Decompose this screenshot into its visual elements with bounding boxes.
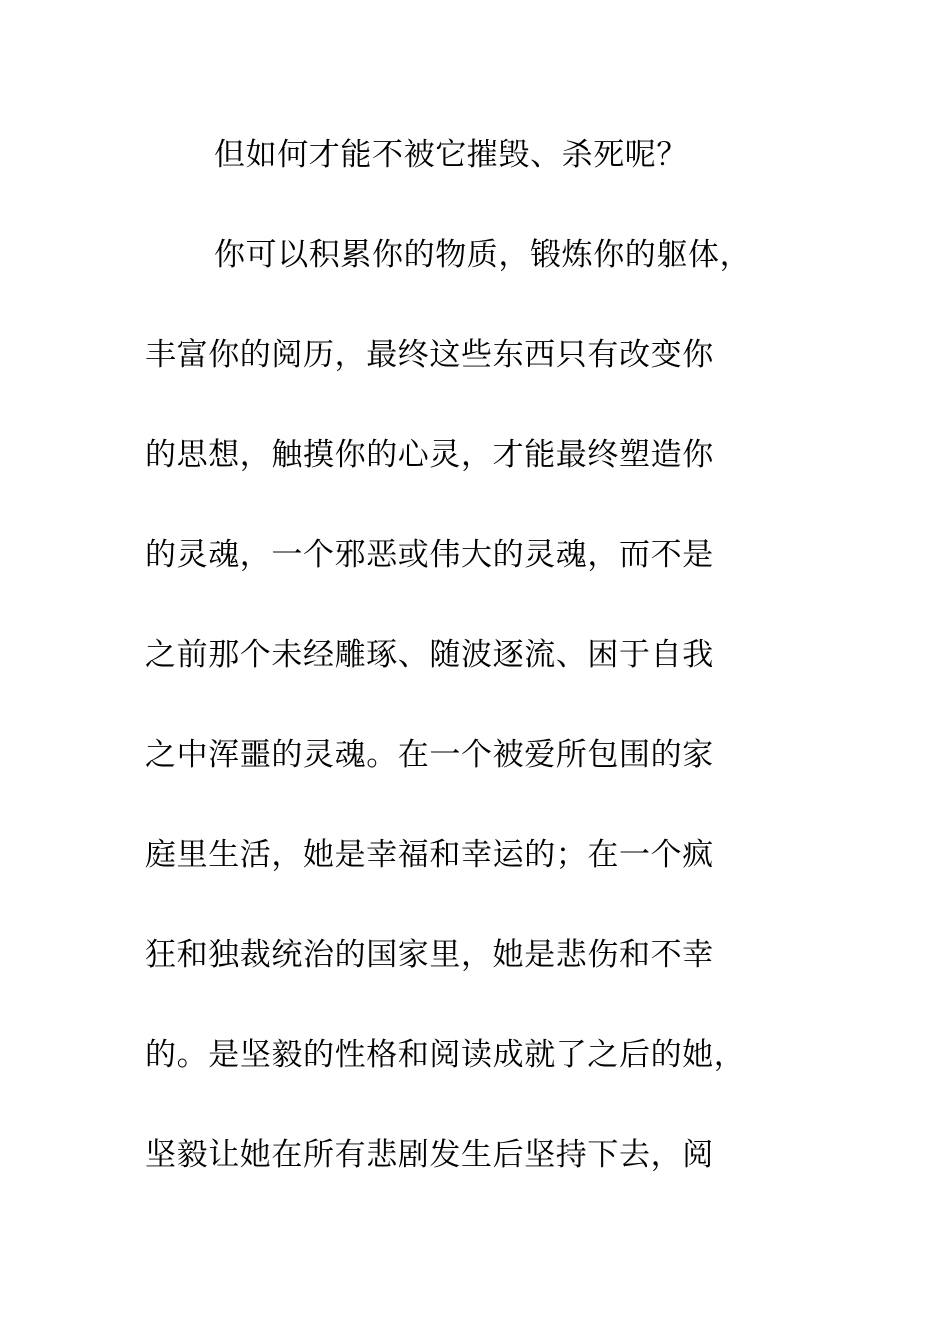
paragraph-line-5: 的灵魂，一个邪恶或伟大的灵魂，而不是 xyxy=(145,537,714,573)
paragraph-line-8: 庭里生活，她是幸福和幸运的；在一个疯 xyxy=(145,837,714,873)
paragraph-line-7: 之中浑噩的灵魂。在一个被爱所包围的家 xyxy=(145,737,714,773)
paragraph-line-9: 狂和独裁统治的国家里，她是悲伤和不幸 xyxy=(145,937,714,973)
paragraph-line-6: 之前那个未经雕琢、随波逐流、困于自我 xyxy=(145,637,714,673)
paragraph-line-10: 的。是坚毅的性格和阅读成就了之后的她， xyxy=(145,1037,746,1073)
paragraph-line-1: 但如何才能不被它摧毁、杀死呢？ xyxy=(214,137,688,173)
paragraph-line-4: 的思想，触摸你的心灵，才能最终塑造你 xyxy=(145,437,714,473)
paragraph-line-2: 你可以积累你的物质，锻炼你的躯体， xyxy=(214,237,752,273)
paragraph-line-11: 坚毅让她在所有悲剧发生后坚持下去，阅 xyxy=(145,1137,714,1173)
paragraph-line-3: 丰富你的阅历，最终这些东西只有改变你 xyxy=(145,337,714,373)
